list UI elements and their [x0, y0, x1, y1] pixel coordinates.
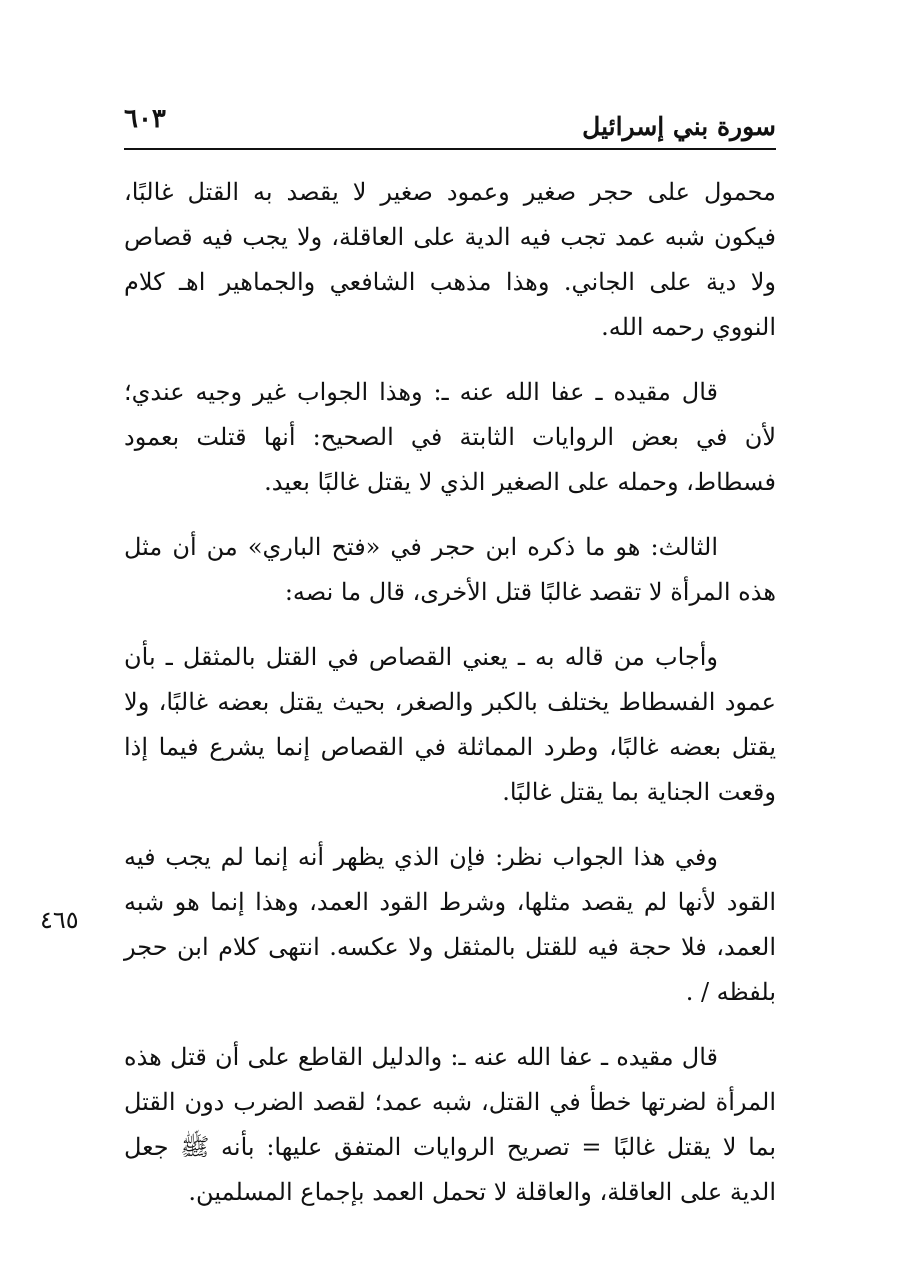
paragraph-continuation: محمول على حجر صغير وعمود صغير لا يقصد به القتل غالبًا، فيكون شبه عمد تجب فيه الدية على العاقلة، ولا يجب فيه قصاص ولا دية على الجاني. وهذا مذهب الشافعي والجماهير اهـ كلام النووي رحمه الله.: [124, 178, 776, 341]
paragraph-objection: وفي هذا الجواب نظر: فإن الذي يظهر أنه إنما لم يجب فيه القود لأنها لم يقصد مثلها، وشرط القود العمد، وهذا إنما هو شبه العمد، فلا حجة فيه للقتل بالمثقل ولا عكسه. انتهى كلام ابن حجر بلفظه / .: [124, 843, 776, 1006]
text-body: [124, 170, 776, 1215]
page-number: ٦٠٣: [124, 104, 166, 134]
running-title: سورة بني إسرائيل: [582, 112, 776, 141]
paragraph-author-comment: قال مقيده ـ عفا الله عنه ـ: وهذا الجواب غير وجيه عندي؛ لأن في بعض الروايات الثابتة في الصحيح: أنها قتلت بعمود فسطاط، وحمله على الصغير الذي لا يقتل غالبًا بعيد.: [124, 378, 776, 496]
page-header: [124, 100, 776, 150]
paragraph-third-answer: الثالث: هو ما ذكره ابن حجر في «فتح الباري» من أن مثل هذه المرأة لا تقصد غالبًا قتل الأخرى، قال ما نصه:: [124, 533, 776, 606]
paragraph-quote-ibn-hajar: وأجاب من قاله به ـ يعني القصاص في القتل بالمثقل ـ بأن عمود الفسطاط يختلف بالكبر والصغر، بحيث يقتل بعضه غالبًا، ولا يقتل بعضه غالبًا، وطرد المماثلة في القصاص إنما يشرع فيما إذا وقعت الجناية بما يقتل غالبًا.: [124, 643, 776, 806]
paragraph-conclusion: قال مقيده ـ عفا الله عنه ـ: والدليل القاطع على أن قتل هذه المرأة لضرتها خطأ في القتل، شبه عمد؛ لقصد الضرب دون القتل بما لا يقتل غالبًا = تصريح الروايات المتفق عليها: بأنه ﷺ جعل الدية على العاقلة، والعاقلة لا تحمل العمد بإجماع المسلمين.: [124, 1043, 776, 1206]
margin-original-page-number: ٤٦٥: [40, 906, 79, 934]
